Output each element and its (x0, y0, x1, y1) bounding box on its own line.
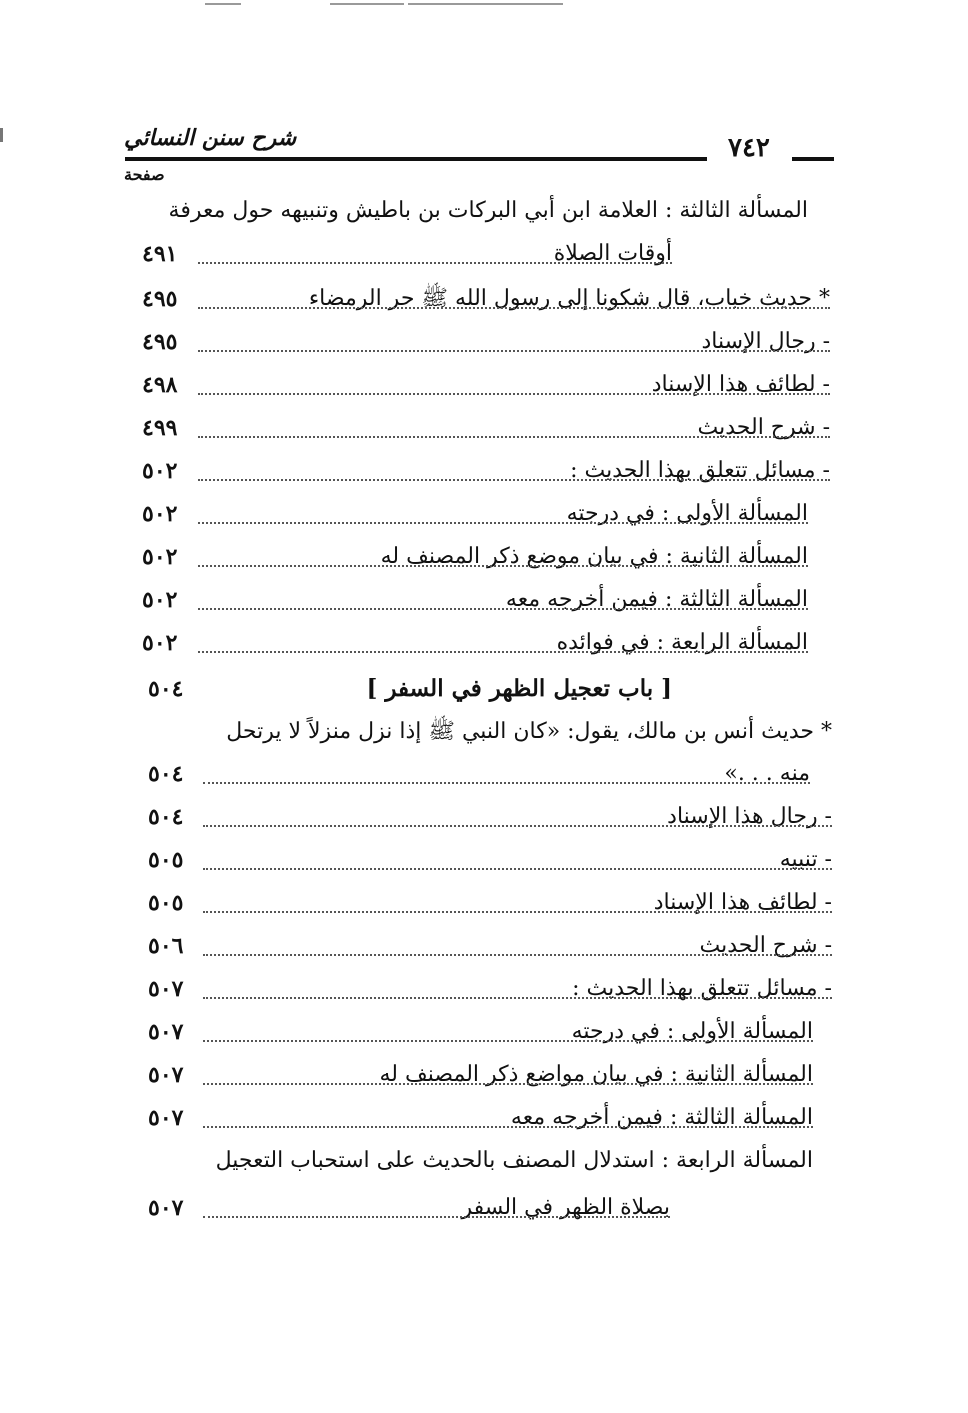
toc-entry (195, 887, 832, 933)
toc-entry (168, 195, 808, 241)
toc-entry (190, 455, 830, 501)
dot-leader (203, 997, 832, 999)
page-ref: ٤٩٥ (142, 329, 178, 355)
entry-text: - شرح الحديث (692, 412, 830, 444)
dot-leader (203, 1216, 670, 1218)
dot-leader (203, 868, 832, 870)
page-ref: ٤٩١ (142, 241, 178, 267)
toc-entry (195, 844, 832, 890)
page-ref: ٥٠٢ (142, 501, 178, 527)
dot-leader (203, 1040, 813, 1042)
entry-text: المسألة الثالثة : فيمن أخرجه معه (500, 584, 808, 616)
dot-leader (203, 782, 810, 784)
section-heading (366, 673, 672, 719)
entry-text: المسألة الثانية : في بيان مواضع ذكر المصنف له (374, 1059, 814, 1091)
page-ref: ٥٠٢ (142, 458, 178, 484)
page-ref: ٤٩٩ (142, 415, 178, 441)
page-ref: ٥٠٤ (148, 761, 184, 787)
toc-entry (195, 801, 832, 847)
entry-text: المسألة الثالثة : فيمن أخرجه معه (505, 1102, 813, 1134)
dot-leader (198, 651, 808, 653)
page-ref: ٥٠٢ (142, 587, 178, 613)
page-ref: ٤٩٥ (142, 286, 178, 312)
page-ref: ٥٠٥ (148, 847, 184, 873)
page-number: ٧٤٢ (728, 133, 770, 163)
toc-entry (190, 584, 808, 630)
toc-entry (190, 627, 808, 673)
toc-entry (195, 930, 832, 976)
dot-leader (198, 479, 830, 481)
entry-text: منه . . .» (718, 758, 810, 790)
page-ref: ٥٠٧ (148, 1019, 184, 1045)
toc-entry (190, 541, 808, 587)
entry-text: [ باب تعجيل الظهر في السفر ] (360, 673, 672, 705)
dot-leader (198, 393, 830, 395)
dot-leader (203, 825, 832, 827)
dot-leader (198, 522, 808, 524)
entry-text: بصلاة الظهر في السفر (455, 1192, 670, 1224)
toc-entry (195, 1145, 813, 1191)
page-ref: ٥٠٧ (148, 1105, 184, 1131)
toc-entry (190, 283, 830, 329)
page-ref: ٤٩٨ (142, 372, 178, 398)
dot-leader (198, 436, 830, 438)
entry-text: - شرح الحديث (694, 930, 832, 962)
page-ref: ٥٠٦ (148, 933, 184, 959)
toc-entry (190, 716, 832, 762)
entry-text: * حديث أنس بن مالك، يقول: «كان النبي ﷺ إذا نزل منزلاً لا يرتحل (220, 716, 832, 748)
dot-leader (203, 911, 832, 913)
entry-text: * حديث خباب، قال شكونا إلى رسول الله ﷺ حر الرمضاء (303, 283, 830, 315)
dot-leader (203, 954, 832, 956)
toc-entry (195, 758, 810, 804)
page-ref: ٥٠٧ (148, 1195, 184, 1221)
toc-entry (190, 498, 808, 544)
entry-text: المسألة الثالثة : العلامة ابن أبي البركات بن باطيش وتنبيهه حول معرفة (163, 195, 808, 227)
toc-entry (190, 238, 672, 284)
entry-text: - لطائف هذا الإسناد (646, 369, 830, 401)
page-ref: ٥٠٧ (148, 976, 184, 1002)
toc-entry (195, 1016, 813, 1062)
entry-text: - مسائل تتعلق بهذا الحديث : (566, 973, 832, 1005)
toc-entry (190, 326, 830, 372)
dot-leader (198, 350, 830, 352)
entry-text: - تنبيه (774, 844, 832, 876)
page-ref: ٥٠٧ (148, 1062, 184, 1088)
entry-text: - لطائف هذا الإسناد (648, 887, 832, 919)
entry-text: المسألة الأولى : في درجته (566, 1016, 813, 1048)
entry-text: - رجال الإسناد (695, 326, 830, 358)
dot-leader (198, 262, 672, 264)
page-ref: ٥٠٤ (148, 676, 184, 702)
dot-leader (203, 1126, 813, 1128)
entry-text: المسألة الأولى : في درجته (561, 498, 808, 530)
page-ref: ٥٠٢ (142, 630, 178, 656)
toc-entry (195, 973, 832, 1019)
dot-leader (198, 608, 808, 610)
toc-entry (190, 369, 830, 415)
page-column-label: صفحة (124, 165, 165, 184)
entry-text: المسألة الثانية : في بيان موضع ذكر المصنف له (375, 541, 808, 573)
dot-leader (198, 307, 830, 309)
dot-leader (203, 1083, 813, 1085)
entry-text: - رجال هذا الإسناد (661, 801, 832, 833)
page-ref: ٥٠٤ (148, 804, 184, 830)
page-ref: ٥٠٢ (142, 544, 178, 570)
entry-text: المسألة الرابعة : استدلال المصنف بالحديث على استحباب التعجيل (210, 1145, 813, 1177)
page-ref: ٥٠٥ (148, 890, 184, 916)
entry-text: المسألة الرابعة : في فوائده (551, 627, 808, 659)
dot-leader (198, 565, 808, 567)
toc-entry (195, 1192, 670, 1238)
book-title: شرح سنن النسائي (124, 125, 297, 151)
entry-text: - مسائل تتعلق بهذا الحديث : (564, 455, 830, 487)
toc-entry (190, 412, 830, 458)
toc-entry (195, 1102, 813, 1148)
entry-text: أوقات الصلاة (548, 238, 672, 270)
toc-entry (195, 1059, 813, 1105)
